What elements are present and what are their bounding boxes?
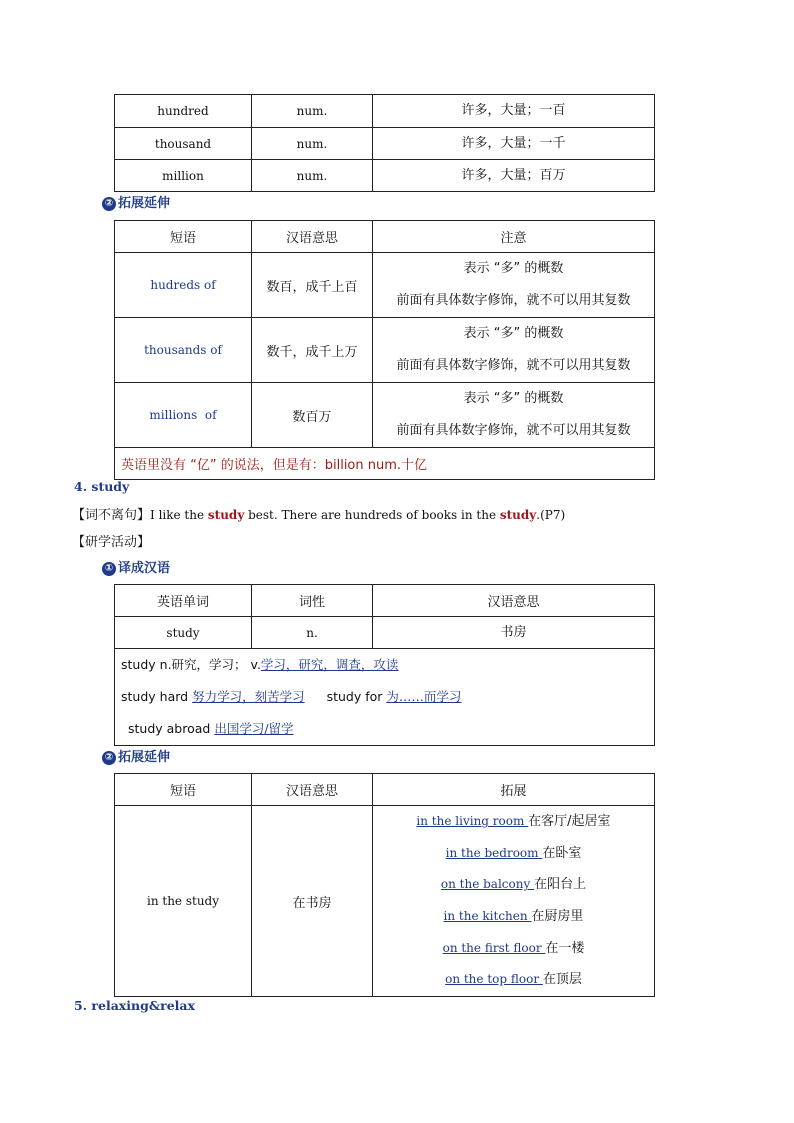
circled-number: ① — [102, 562, 116, 576]
phrase-cell: thousands of — [115, 318, 252, 383]
phrase-en: in the living room — [416, 814, 529, 829]
phrase-cell: hudreds of — [115, 253, 252, 318]
pos-cell: n. — [252, 617, 373, 649]
word-cell: hundred — [115, 95, 252, 128]
list-item — [373, 933, 654, 965]
section-title: 4. study — [74, 479, 130, 494]
meaning-cell: 数百，成千上百 — [252, 253, 373, 318]
phrase-en: in the bedroom — [445, 845, 543, 860]
note-cell — [373, 318, 655, 383]
sentence-part: best. There are hundreds of books in the — [244, 508, 500, 522]
header-cell: 拓展 — [373, 774, 655, 806]
phrase-en: on the first floor — [442, 940, 546, 955]
header-cell: 汉语意思 — [252, 774, 373, 806]
word-table — [114, 94, 655, 192]
header-cell: 词性 — [252, 585, 373, 617]
phrase-en: on the top floor — [445, 972, 543, 987]
usage-answer: 努力学习，刻苦学习 — [192, 689, 305, 704]
translate-heading — [102, 557, 170, 576]
note-line: 表示 “多” 的概数 — [463, 261, 564, 276]
pos-cell: num. — [252, 95, 373, 128]
word-cell: million — [115, 160, 252, 192]
extension-heading — [102, 746, 170, 765]
usage-prefix: study for — [326, 689, 387, 704]
extension-heading — [102, 192, 170, 211]
keyword: study — [207, 508, 245, 522]
phrase-zh: 在客厅/起居室 — [528, 814, 611, 830]
table-row — [115, 95, 655, 128]
table-header-row — [115, 774, 655, 806]
meaning-cell: 许多，大量；一百 — [373, 95, 655, 128]
table-row — [115, 128, 655, 160]
phrase-zh: 在阳台上 — [534, 877, 587, 893]
header-cell: 英语单词 — [115, 585, 252, 617]
meaning-cell: 在书房 — [252, 806, 373, 997]
list-item — [373, 901, 654, 933]
phrase-zh: 在一楼 — [545, 940, 585, 956]
word-cell: study — [115, 617, 252, 649]
meaning-cell: 数百万 — [252, 383, 373, 448]
meaning-cell: 许多，大量；一千 — [373, 128, 655, 160]
usage-prefix: study hard — [121, 689, 193, 704]
translate-table — [114, 584, 655, 746]
usage-line — [121, 649, 654, 681]
phrase-cell: millions of — [115, 383, 252, 448]
usage-answer: 为……而学习 — [386, 689, 462, 704]
table-row — [115, 253, 655, 318]
note-line: 前面有具体数字修饰，就不可以用其复数 — [396, 423, 631, 438]
note-line: 前面有具体数字修饰，就不可以用其复数 — [396, 358, 631, 373]
note-line: 表示 “多” 的概数 — [463, 326, 564, 341]
usage-line — [121, 681, 654, 713]
usage-prefix: study n.研究，学习； v. — [121, 657, 261, 672]
phrase-table — [114, 220, 655, 480]
note-cell — [373, 253, 655, 318]
extension-list — [373, 806, 655, 997]
table-row — [115, 617, 655, 649]
table-header-row — [115, 221, 655, 253]
heading-text: 译成汉语 — [118, 561, 171, 576]
meaning-cell: 数千，成千上万 — [252, 318, 373, 383]
phrase-zh: 在顶层 — [542, 972, 582, 988]
list-item — [373, 838, 654, 870]
note-line: 前面有具体数字修饰，就不可以用其复数 — [396, 293, 631, 308]
usage-notes — [115, 649, 655, 746]
activity-label: 【研学活动】 — [72, 535, 151, 550]
list-item — [373, 806, 654, 838]
circled-number: ② — [102, 751, 116, 765]
table-row — [115, 318, 655, 383]
table-row — [115, 806, 655, 997]
keyword: study — [499, 508, 537, 522]
header-cell: 注意 — [373, 221, 655, 253]
header-cell: 短语 — [115, 221, 252, 253]
usage-prefix: study abroad — [128, 721, 215, 736]
list-item — [373, 869, 654, 901]
table-row — [115, 160, 655, 192]
sentence-label: 【词不离句】 — [72, 508, 151, 523]
footer-note: 英语里没有 “亿” 的说法，但是有：billion num.十亿 — [115, 448, 655, 480]
meaning-cell: 许多，大量；百万 — [373, 160, 655, 192]
heading-text: 拓展延伸 — [118, 196, 171, 211]
usage-line — [121, 713, 654, 745]
section-title: 5. relaxing&relax — [74, 998, 195, 1013]
table-header-row — [115, 585, 655, 617]
phrase-zh: 在卧室 — [542, 845, 582, 861]
header-cell: 短语 — [115, 774, 252, 806]
example-sentence — [72, 504, 565, 523]
note-line: 表示 “多” 的概数 — [463, 391, 564, 406]
usage-answer: 学习，研究，调查，攻读 — [260, 657, 399, 672]
note-cell — [373, 383, 655, 448]
meaning-cell: 书房 — [373, 617, 655, 649]
table-row — [115, 383, 655, 448]
phrase-zh: 在厨房里 — [531, 909, 584, 924]
phrase-en: on the balcony — [440, 877, 535, 892]
table-footer-row — [115, 448, 655, 480]
header-cell: 汉语意思 — [373, 585, 655, 617]
phrase-cell: in the study — [115, 806, 252, 997]
pos-cell: num. — [252, 128, 373, 160]
usage-answer: 出国学习/留学 — [214, 721, 294, 736]
table-row — [115, 649, 655, 746]
word-cell: thousand — [115, 128, 252, 160]
circled-number: ② — [102, 197, 116, 211]
sentence-part: I like the — [150, 508, 208, 522]
list-item — [373, 964, 654, 996]
heading-text: 拓展延伸 — [118, 750, 171, 765]
pos-cell: num. — [252, 160, 373, 192]
header-cell: 汉语意思 — [252, 221, 373, 253]
phrase-en: in the kitchen — [443, 909, 532, 923]
extension-table — [114, 773, 655, 997]
sentence-part: .(P7) — [536, 508, 566, 522]
